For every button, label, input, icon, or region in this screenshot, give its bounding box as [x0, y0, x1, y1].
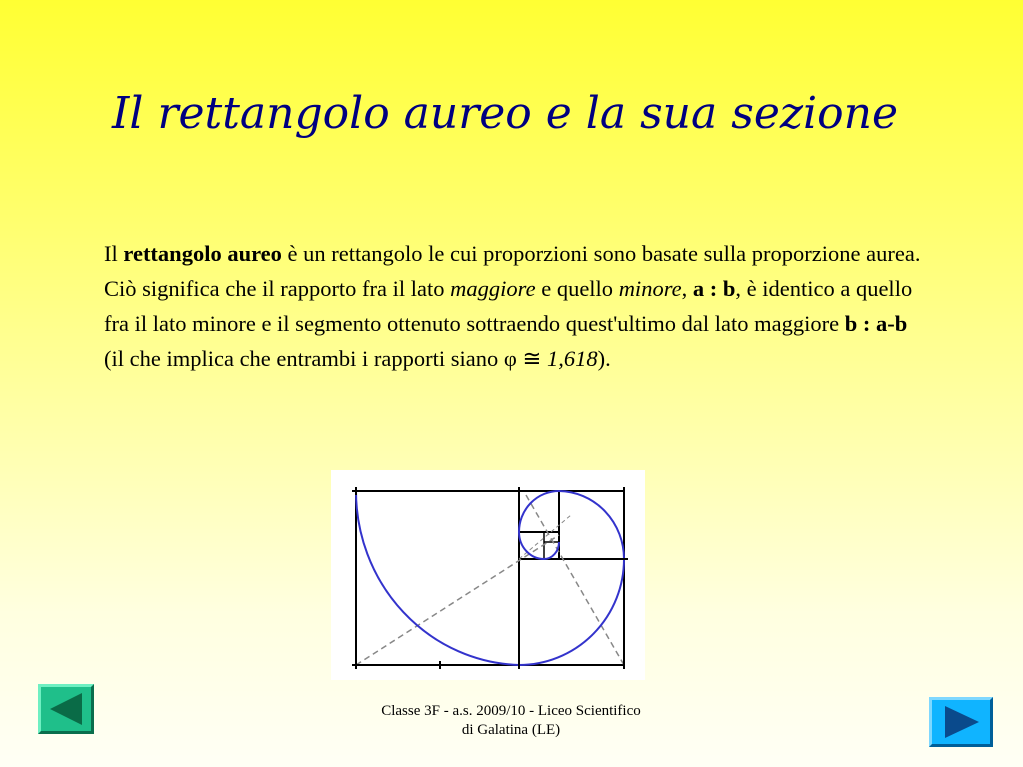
footer-line: Classe 3F - a.s. 2009/10 - Liceo Scientifico — [381, 703, 641, 719]
text-run: , è identico a quello fra il lato minore e il segmento ottenuto sottraendo quest'ultimo dal lato maggiore — [104, 276, 913, 336]
outer-rectangle — [356, 491, 624, 665]
text-run: e quello — [535, 276, 619, 301]
triangle-right-icon — [932, 700, 990, 744]
next-slide-button[interactable] — [929, 697, 993, 747]
golden-rectangle-svg — [331, 470, 645, 680]
previous-slide-button[interactable] — [38, 684, 94, 734]
footer-line: di Galatina (LE) — [461, 722, 561, 738]
golden-spiral — [356, 491, 624, 665]
text-run: ). — [597, 346, 611, 371]
text-run: è un rettangolo le cui proporzioni sono basate sulla proporzione aurea. Ciò significa che il rapporto fra il lato — [104, 241, 921, 301]
text-run: , — [681, 276, 693, 301]
triangle-left-icon — [41, 687, 91, 731]
term-maggiore: maggiore — [450, 276, 536, 301]
phi-value: 1,618 — [546, 346, 598, 371]
body-paragraph — [104, 236, 924, 376]
text-run: (il che implica che entrambi i rapporti siano φ ≅ — [104, 346, 547, 371]
ratio-a-b: a : b — [692, 276, 736, 301]
term-minore: minore — [618, 276, 682, 301]
term-bold: rettangolo aureo — [123, 241, 282, 266]
diagonal-line — [526, 495, 624, 665]
ratio-b-a-minus-b: b : a-b — [844, 311, 908, 336]
slide-title: Il rettangolo aureo e la sua sezione — [112, 88, 898, 139]
text-run: Il — [104, 241, 124, 266]
footer-credit — [330, 702, 692, 740]
golden-rectangle-figure — [331, 470, 645, 680]
